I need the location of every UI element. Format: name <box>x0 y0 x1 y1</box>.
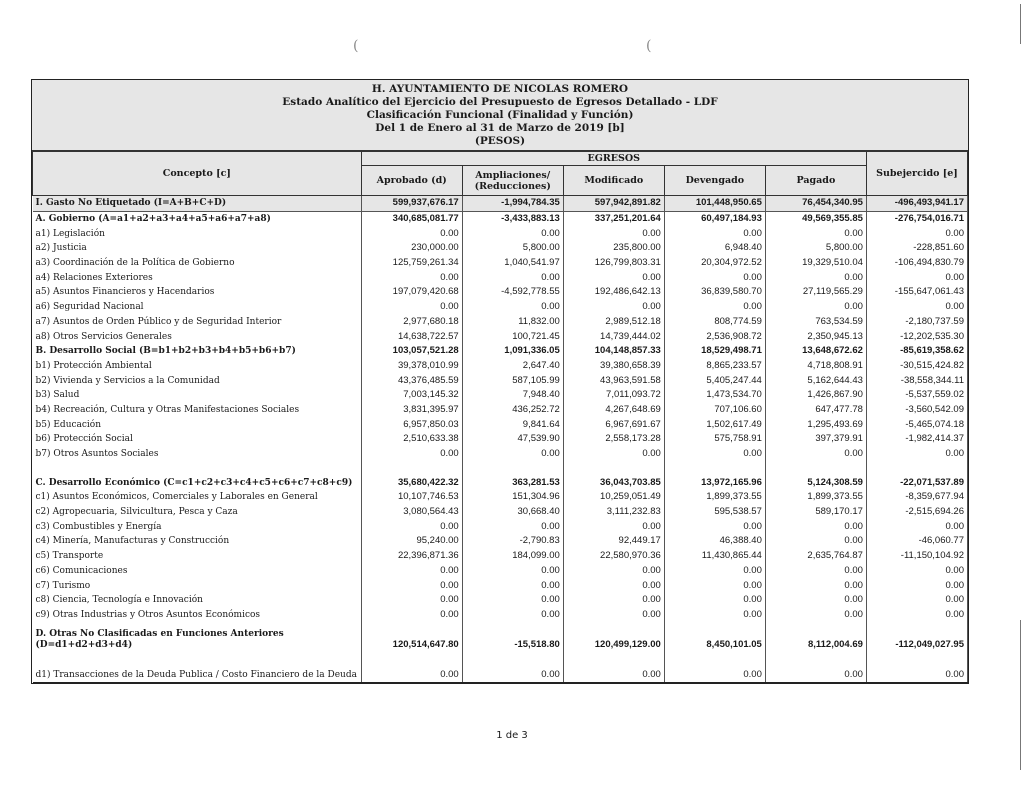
cell-subexercised: 0.00 <box>866 652 967 683</box>
cell-paid: 0.00 <box>765 652 866 683</box>
table-row <box>33 226 968 241</box>
cell-accrued: 595,538.57 <box>664 505 765 520</box>
cell-amplifications: 0.00 <box>462 578 563 593</box>
cell-subexercised: 0.00 <box>866 608 967 623</box>
cell-paid: 0.00 <box>765 534 866 549</box>
cell-amplifications <box>462 461 563 475</box>
cell-subexercised: -12,202,535.30 <box>866 329 967 344</box>
report-header <box>32 80 968 151</box>
cell-paid: 2,635,764.87 <box>765 549 866 564</box>
budget-report <box>31 79 969 684</box>
cell-modified: 92,449.17 <box>563 534 664 549</box>
cell-accrued: 36,839,580.70 <box>664 285 765 300</box>
cell-accrued: 1,899,373.55 <box>664 490 765 505</box>
table-row <box>33 417 968 432</box>
cell-approved: 7,003,145.32 <box>361 388 462 403</box>
cell-amplifications: 7,948.40 <box>462 388 563 403</box>
cell-modified: 0.00 <box>563 226 664 241</box>
entity-name: H. AYUNTAMIENTO DE NICOLAS ROMERO <box>371 83 629 95</box>
cell-subexercised: -85,619,358.62 <box>866 344 967 359</box>
cell-amplifications: 0.00 <box>462 226 563 241</box>
cell-approved: 0.00 <box>361 447 462 462</box>
cell-approved: 14,638,722.57 <box>361 329 462 344</box>
cell-concept: c4) Minería, Manufacturas y Construcción <box>33 534 362 549</box>
cell-approved: 340,685,081.77 <box>361 211 462 226</box>
cell-approved: 0.00 <box>361 564 462 579</box>
cell-paid: 5,162,644.43 <box>765 373 866 388</box>
cell-subexercised <box>866 461 967 475</box>
cell-amplifications: 0.00 <box>462 519 563 534</box>
table-row <box>33 373 968 388</box>
cell-approved <box>361 461 462 475</box>
cell-concept: c6) Comunicaciones <box>33 564 362 579</box>
cell-subexercised: 0.00 <box>866 578 967 593</box>
cell-subexercised: -38,558,344.11 <box>866 373 967 388</box>
cell-subexercised: -8,359,677.94 <box>866 490 967 505</box>
cell-subexercised: -155,647,061.43 <box>866 285 967 300</box>
cell-approved: 0.00 <box>361 270 462 285</box>
cell-subexercised: -228,851.60 <box>866 241 967 256</box>
scan-edge-mark <box>1020 620 1021 770</box>
column-header-concept: Concepto [c] <box>33 152 362 196</box>
cell-paid <box>765 461 866 475</box>
cell-modified: 0.00 <box>563 447 664 462</box>
cell-paid: 27,119,565.29 <box>765 285 866 300</box>
cell-amplifications: 0.00 <box>462 270 563 285</box>
cell-approved: 230,000.00 <box>361 241 462 256</box>
cell-accrued: 13,972,165.96 <box>664 475 765 490</box>
cell-paid: 5,124,308.59 <box>765 475 866 490</box>
cell-accrued: 1,473,534.70 <box>664 388 765 403</box>
cell-subexercised: -46,060.77 <box>866 534 967 549</box>
cell-approved: 0.00 <box>361 578 462 593</box>
cell-concept: a5) Asuntos Financieros y Hacendarios <box>33 285 362 300</box>
page-number: 1 de 3 <box>496 730 528 741</box>
cell-subexercised: 0.00 <box>866 593 967 608</box>
cell-accrued: 6,948.40 <box>664 241 765 256</box>
cell-accrued: 1,502,617.49 <box>664 417 765 432</box>
cell-concept: b2) Vivienda y Servicios a la Comunidad <box>33 373 362 388</box>
cell-amplifications: -1,994,784.35 <box>462 196 563 212</box>
cell-subexercised: -112,049,027.95 <box>866 622 967 652</box>
cell-accrued: 20,304,972.52 <box>664 256 765 271</box>
cell-amplifications: 5,800.00 <box>462 241 563 256</box>
cell-paid: 0.00 <box>765 608 866 623</box>
cell-amplifications: 0.00 <box>462 300 563 315</box>
cell-approved: 0.00 <box>361 652 462 683</box>
cell-subexercised: -2,515,694.26 <box>866 505 967 520</box>
cell-concept: b5) Educación <box>33 417 362 432</box>
cell-accrued: 0.00 <box>664 652 765 683</box>
cell-paid: 2,350,945.13 <box>765 329 866 344</box>
cell-concept: d1) Transacciones de la Deuda Publica / Costo Financiero de la Deuda <box>33 652 362 683</box>
cell-concept: c7) Turismo <box>33 578 362 593</box>
cell-modified: 43,963,591.58 <box>563 373 664 388</box>
cell-accrued: 0.00 <box>664 226 765 241</box>
cell-amplifications: -15,518.80 <box>462 622 563 652</box>
table-row <box>33 608 968 623</box>
cell-accrued: 0.00 <box>664 608 765 623</box>
cell-accrued: 0.00 <box>664 270 765 285</box>
cell-modified: 0.00 <box>563 593 664 608</box>
cell-accrued: 8,865,233.57 <box>664 359 765 374</box>
cell-modified: 337,251,201.64 <box>563 211 664 226</box>
cell-concept: b1) Protección Ambiental <box>33 359 362 374</box>
cell-paid: 0.00 <box>765 300 866 315</box>
cell-approved: 197,079,420.68 <box>361 285 462 300</box>
cell-subexercised: -11,150,104.92 <box>866 549 967 564</box>
cell-paid: 1,899,373.55 <box>765 490 866 505</box>
cell-approved: 599,937,676.17 <box>361 196 462 212</box>
cell-accrued: 60,497,184.93 <box>664 211 765 226</box>
cell-concept: a2) Justicia <box>33 241 362 256</box>
cell-subexercised: 0.00 <box>866 270 967 285</box>
table-row <box>33 578 968 593</box>
cell-modified: 39,380,658.39 <box>563 359 664 374</box>
cell-subexercised: -30,515,424.82 <box>866 359 967 374</box>
scan-mark: ( <box>646 38 652 54</box>
cell-paid: 397,379.91 <box>765 432 866 447</box>
cell-approved: 120,514,647.80 <box>361 622 462 652</box>
cell-concept: c8) Ciencia, Tecnología e Innovación <box>33 593 362 608</box>
cell-modified: 14,739,444.02 <box>563 329 664 344</box>
cell-amplifications: 1,040,541.97 <box>462 256 563 271</box>
cell-modified: 192,486,642.13 <box>563 285 664 300</box>
cell-approved: 22,396,871.36 <box>361 549 462 564</box>
cell-amplifications: 47,539.90 <box>462 432 563 447</box>
column-header-amplifications: Ampliaciones/ (Reducciones) <box>462 166 563 196</box>
cell-amplifications: 184,099.00 <box>462 549 563 564</box>
table-row <box>33 403 968 418</box>
cell-paid: 8,112,004.69 <box>765 622 866 652</box>
cell-concept: a3) Coordinación de la Política de Gobierno <box>33 256 362 271</box>
cell-modified: 36,043,703.85 <box>563 475 664 490</box>
cell-concept: C. Desarrollo Económico (C=c1+c2+c3+c4+c5+c6+c7+c8+c9) <box>33 475 362 490</box>
table-row <box>33 344 968 359</box>
cell-concept <box>33 461 362 475</box>
cell-modified: 0.00 <box>563 564 664 579</box>
cell-accrued <box>664 461 765 475</box>
cell-amplifications: -2,790.83 <box>462 534 563 549</box>
cell-subexercised: -5,537,559.02 <box>866 388 967 403</box>
cell-modified: 2,989,512.18 <box>563 315 664 330</box>
cell-amplifications: 587,105.99 <box>462 373 563 388</box>
cell-modified: 7,011,093.72 <box>563 388 664 403</box>
cell-approved: 6,957,850.03 <box>361 417 462 432</box>
cell-subexercised: 0.00 <box>866 564 967 579</box>
cell-accrued: 808,774.59 <box>664 315 765 330</box>
cell-concept: c3) Combustibles y Energía <box>33 519 362 534</box>
scan-edge-mark <box>1020 4 1021 44</box>
cell-amplifications: 0.00 <box>462 447 563 462</box>
cell-accrued: 0.00 <box>664 564 765 579</box>
cell-accrued: 101,448,950.65 <box>664 196 765 212</box>
cell-modified: 0.00 <box>563 608 664 623</box>
table-row <box>33 432 968 447</box>
cell-amplifications: 0.00 <box>462 652 563 683</box>
cell-modified: 0.00 <box>563 652 664 683</box>
cell-concept: a7) Asuntos de Orden Público y de Seguridad Interior <box>33 315 362 330</box>
cell-modified: 10,259,051.49 <box>563 490 664 505</box>
cell-modified: 0.00 <box>563 300 664 315</box>
cell-subexercised: -22,071,537.89 <box>866 475 967 490</box>
cell-concept: a4) Relaciones Exteriores <box>33 270 362 285</box>
report-title: Estado Analítico del Ejercicio del Presupuesto de Egresos Detallado - LDF <box>282 96 718 108</box>
table-row <box>33 475 968 490</box>
cell-paid: 76,454,340.95 <box>765 196 866 212</box>
cell-amplifications: 30,668.40 <box>462 505 563 520</box>
cell-approved: 95,240.00 <box>361 534 462 549</box>
table-row <box>33 652 968 683</box>
cell-accrued: 0.00 <box>664 578 765 593</box>
cell-modified: 126,799,803.31 <box>563 256 664 271</box>
units-title: (PESOS) <box>474 135 526 147</box>
cell-subexercised: 0.00 <box>866 226 967 241</box>
cell-accrued: 707,106.60 <box>664 403 765 418</box>
cell-subexercised: -106,494,830.79 <box>866 256 967 271</box>
cell-approved: 3,831,395.97 <box>361 403 462 418</box>
cell-paid: 0.00 <box>765 519 866 534</box>
cell-amplifications: 1,091,336.05 <box>462 344 563 359</box>
column-group-egresos: EGRESOS <box>361 152 866 166</box>
table-row <box>33 388 968 403</box>
cell-approved: 10,107,746.53 <box>361 490 462 505</box>
cell-subexercised: -496,493,941.17 <box>866 196 967 212</box>
cell-subexercised: 0.00 <box>866 447 967 462</box>
table-row <box>33 256 968 271</box>
cell-accrued: 575,758.91 <box>664 432 765 447</box>
table-row <box>33 285 968 300</box>
cell-amplifications: 363,281.53 <box>462 475 563 490</box>
cell-concept: c9) Otras Industrias y Otros Asuntos Económicos <box>33 608 362 623</box>
cell-concept: b3) Salud <box>33 388 362 403</box>
cell-modified: 0.00 <box>563 270 664 285</box>
cell-concept: b6) Protección Social <box>33 432 362 447</box>
cell-paid: 1,426,867.90 <box>765 388 866 403</box>
cell-subexercised: -276,754,016.71 <box>866 211 967 226</box>
table-row <box>33 315 968 330</box>
cell-approved: 103,057,521.28 <box>361 344 462 359</box>
cell-amplifications: 436,252.72 <box>462 403 563 418</box>
column-header-modified: Modificado <box>563 166 664 196</box>
cell-modified: 120,499,129.00 <box>563 622 664 652</box>
cell-concept: c1) Asuntos Económicos, Comerciales y Laborales en General <box>33 490 362 505</box>
cell-accrued: 46,388.40 <box>664 534 765 549</box>
table-row <box>33 534 968 549</box>
cell-concept: I. Gasto No Etiquetado (I=A+B+C+D) <box>33 196 362 212</box>
cell-paid: 49,569,355.85 <box>765 211 866 226</box>
cell-paid: 0.00 <box>765 564 866 579</box>
table-row <box>33 447 968 462</box>
cell-approved: 39,378,010.99 <box>361 359 462 374</box>
table-row <box>33 549 968 564</box>
cell-modified: 597,942,891.82 <box>563 196 664 212</box>
cell-modified: 0.00 <box>563 578 664 593</box>
cell-subexercised: 0.00 <box>866 300 967 315</box>
table-row <box>33 593 968 608</box>
cell-paid: 13,648,672.62 <box>765 344 866 359</box>
cell-subexercised: -5,465,074.18 <box>866 417 967 432</box>
cell-accrued: 0.00 <box>664 519 765 534</box>
cell-amplifications: 11,832.00 <box>462 315 563 330</box>
column-header-subexercised: Subejercido [e] <box>866 152 967 196</box>
cell-paid: 0.00 <box>765 226 866 241</box>
cell-approved: 35,680,422.32 <box>361 475 462 490</box>
table-row <box>33 359 968 374</box>
table-row <box>33 211 968 226</box>
cell-modified: 2,558,173.28 <box>563 432 664 447</box>
cell-amplifications: -4,592,778.55 <box>462 285 563 300</box>
cell-approved: 2,510,633.38 <box>361 432 462 447</box>
cell-modified: 104,148,857.33 <box>563 344 664 359</box>
table-row <box>33 270 968 285</box>
cell-approved: 3,080,564.43 <box>361 505 462 520</box>
cell-paid: 647,477.78 <box>765 403 866 418</box>
table-header <box>33 152 968 196</box>
cell-modified <box>563 461 664 475</box>
cell-subexercised: -3,560,542.09 <box>866 403 967 418</box>
cell-concept: c5) Transporte <box>33 549 362 564</box>
cell-subexercised: -2,180,737.59 <box>866 315 967 330</box>
cell-concept: c2) Agropecuaria, Silvicultura, Pesca y Caza <box>33 505 362 520</box>
table-row <box>33 300 968 315</box>
table-row <box>33 505 968 520</box>
cell-modified: 3,111,232.83 <box>563 505 664 520</box>
cell-approved: 0.00 <box>361 226 462 241</box>
budget-table <box>32 151 968 683</box>
cell-approved: 0.00 <box>361 300 462 315</box>
cell-approved: 125,759,261.34 <box>361 256 462 271</box>
cell-modified: 22,580,970.36 <box>563 549 664 564</box>
table-row <box>33 564 968 579</box>
column-header-accrued: Devengado <box>664 166 765 196</box>
cell-approved: 0.00 <box>361 593 462 608</box>
table-row <box>33 490 968 505</box>
cell-paid: 19,329,510.04 <box>765 256 866 271</box>
period-title: Del 1 de Enero al 31 de Marzo de 2019 [b] <box>375 122 625 134</box>
cell-accrued: 2,536,908.72 <box>664 329 765 344</box>
cell-accrued: 18,529,498.71 <box>664 344 765 359</box>
cell-approved: 2,977,680.18 <box>361 315 462 330</box>
cell-subexercised: 0.00 <box>866 519 967 534</box>
classification-title: Clasificación Funcional (Finalidad y Función) <box>366 109 634 121</box>
table-row <box>33 241 968 256</box>
cell-accrued: 8,450,101.05 <box>664 622 765 652</box>
cell-modified: 235,800.00 <box>563 241 664 256</box>
cell-accrued: 0.00 <box>664 447 765 462</box>
cell-subexercised: -1,982,414.37 <box>866 432 967 447</box>
cell-concept: a1) Legislación <box>33 226 362 241</box>
table-body <box>33 196 968 683</box>
cell-accrued: 11,430,865.44 <box>664 549 765 564</box>
cell-paid: 763,534.59 <box>765 315 866 330</box>
cell-approved: 0.00 <box>361 608 462 623</box>
cell-concept: b4) Recreación, Cultura y Otras Manifestaciones Sociales <box>33 403 362 418</box>
cell-concept: a8) Otros Servicios Generales <box>33 329 362 344</box>
cell-accrued: 0.00 <box>664 593 765 608</box>
cell-paid: 0.00 <box>765 593 866 608</box>
column-header-paid: Pagado <box>765 166 866 196</box>
cell-modified: 0.00 <box>563 519 664 534</box>
cell-amplifications: 151,304.96 <box>462 490 563 505</box>
scan-mark: ( <box>353 38 359 54</box>
table-row <box>33 461 968 475</box>
cell-approved: 43,376,485.59 <box>361 373 462 388</box>
cell-paid: 0.00 <box>765 447 866 462</box>
cell-concept: B. Desarrollo Social (B=b1+b2+b3+b4+b5+b6+b7) <box>33 344 362 359</box>
cell-concept: D. Otras No Clasificadas en Funciones Anteriores (D=d1+d2+d3+d4) <box>33 622 362 652</box>
cell-concept: A. Gobierno (A=a1+a2+a3+a4+a5+a6+a7+a8) <box>33 211 362 226</box>
cell-amplifications: 0.00 <box>462 564 563 579</box>
cell-modified: 4,267,648.69 <box>563 403 664 418</box>
column-header-approved: Aprobado (d) <box>361 166 462 196</box>
cell-modified: 6,967,691.67 <box>563 417 664 432</box>
cell-accrued: 5,405,247.44 <box>664 373 765 388</box>
cell-concept: b7) Otros Asuntos Sociales <box>33 447 362 462</box>
cell-paid: 0.00 <box>765 578 866 593</box>
table-row <box>33 329 968 344</box>
cell-paid: 1,295,493.69 <box>765 417 866 432</box>
table-row <box>33 622 968 652</box>
cell-amplifications: 0.00 <box>462 608 563 623</box>
table-row <box>33 196 968 212</box>
cell-paid: 5,800.00 <box>765 241 866 256</box>
cell-paid: 589,170.17 <box>765 505 866 520</box>
table-row <box>33 519 968 534</box>
cell-amplifications: -3,433,883.13 <box>462 211 563 226</box>
cell-amplifications: 9,841.64 <box>462 417 563 432</box>
cell-approved: 0.00 <box>361 519 462 534</box>
cell-amplifications: 2,647.40 <box>462 359 563 374</box>
cell-concept: a6) Seguridad Nacional <box>33 300 362 315</box>
cell-paid: 4,718,808.91 <box>765 359 866 374</box>
cell-amplifications: 0.00 <box>462 593 563 608</box>
cell-amplifications: 100,721.45 <box>462 329 563 344</box>
cell-accrued: 0.00 <box>664 300 765 315</box>
cell-paid: 0.00 <box>765 270 866 285</box>
